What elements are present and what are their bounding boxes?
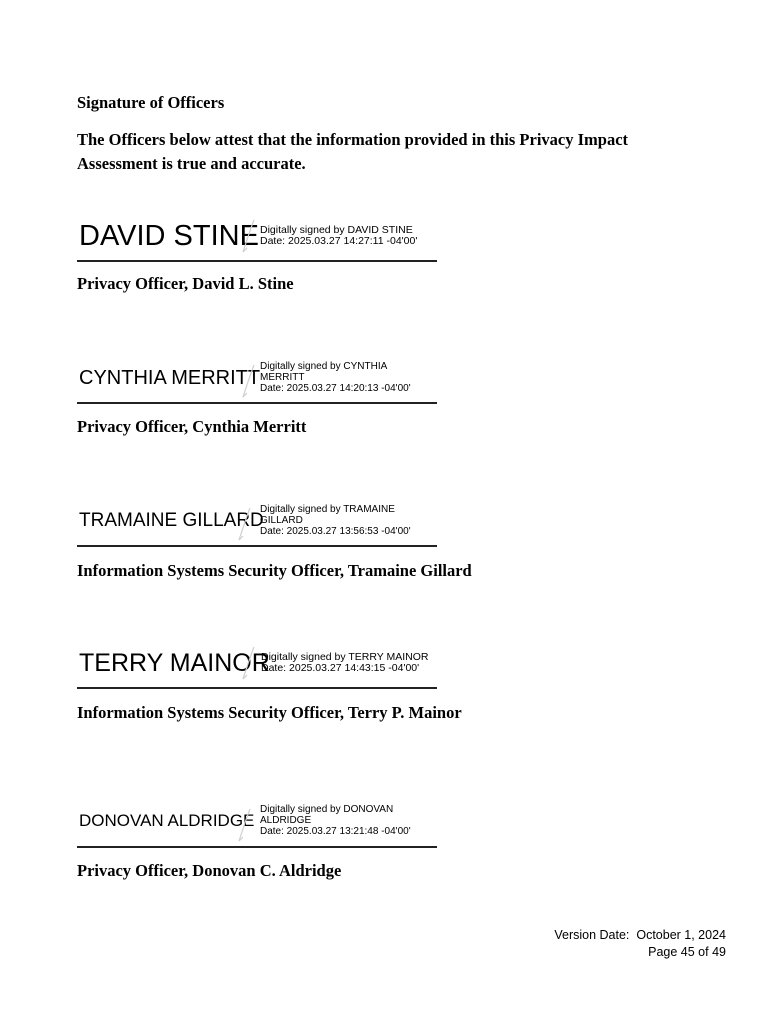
signed-by-text: Digitally signed by TRAMAINE (260, 504, 395, 515)
attestation-line-1: The Officers below attest that the information provided in this Privacy Impact (77, 130, 629, 149)
signature-date: Date: 2025.03.27 14:20:13 -04'00' (260, 383, 411, 394)
signed-by-text: Digitally signed by TERRY MAINOR (261, 651, 429, 663)
signed-by-text-continued: MERRITT (260, 372, 305, 383)
signature-details (261, 652, 428, 674)
signer-name: DAVID STINE (79, 220, 259, 252)
signature-mark-icon (241, 645, 257, 681)
signature-line (77, 846, 437, 848)
signature-mark-icon (241, 363, 257, 399)
signer-role: Privacy Officer, Donovan C. Aldridge (77, 861, 342, 880)
signature-mark-icon (237, 807, 253, 843)
signature-line (77, 260, 437, 262)
signature-line (77, 545, 437, 547)
attestation-line-2: Assessment is true and accurate. (77, 154, 306, 173)
signature-details (260, 361, 411, 394)
signer-name: CYNTHIA MERRITT (79, 367, 261, 389)
signed-by-text-continued: ALDRIDGE (260, 815, 312, 826)
signer-role: Information Systems Security Officer, Tramaine Gillard (77, 561, 472, 580)
signer-name: DONOVAN ALDRIDGE (79, 811, 255, 830)
signature-date: Date: 2025.03.27 13:56:53 -04'00' (260, 526, 411, 537)
page-number: Page 45 of 49 (648, 945, 726, 959)
signed-by-text-continued: GILLARD (260, 515, 303, 526)
signer-role: Privacy Officer, Cynthia Merritt (77, 417, 307, 436)
signed-by-text: Digitally signed by CYNTHIA (260, 361, 388, 372)
signature-details (260, 225, 417, 247)
signer-role: Privacy Officer, David L. Stine (77, 274, 294, 293)
signature-line (77, 687, 437, 689)
signer-role: Information Systems Security Officer, Terry P. Mainor (77, 703, 462, 722)
signature-date: Date: 2025.03.27 14:43:15 -04'00' (261, 662, 420, 674)
signature-mark-icon (237, 506, 253, 542)
signer-name: TRAMAINE GILLARD (79, 510, 264, 531)
signed-by-text: Digitally signed by DAVID STINE (260, 224, 413, 236)
signature-details (260, 804, 411, 837)
page-footer (554, 927, 726, 961)
section-title: Signature of Officers (77, 93, 225, 112)
signature-mark-icon (241, 218, 257, 254)
signature-details (260, 504, 411, 537)
signature-date: Date: 2025.03.27 14:27:11 -04'00' (260, 235, 418, 247)
signature-line (77, 402, 437, 404)
version-date: Version Date: October 1, 2024 (554, 928, 726, 942)
signer-name: TERRY MAINOR (79, 649, 270, 677)
signature-date: Date: 2025.03.27 13:21:48 -04'00' (260, 826, 411, 837)
attestation-text (77, 128, 628, 176)
signed-by-text: Digitally signed by DONOVAN (260, 804, 394, 815)
